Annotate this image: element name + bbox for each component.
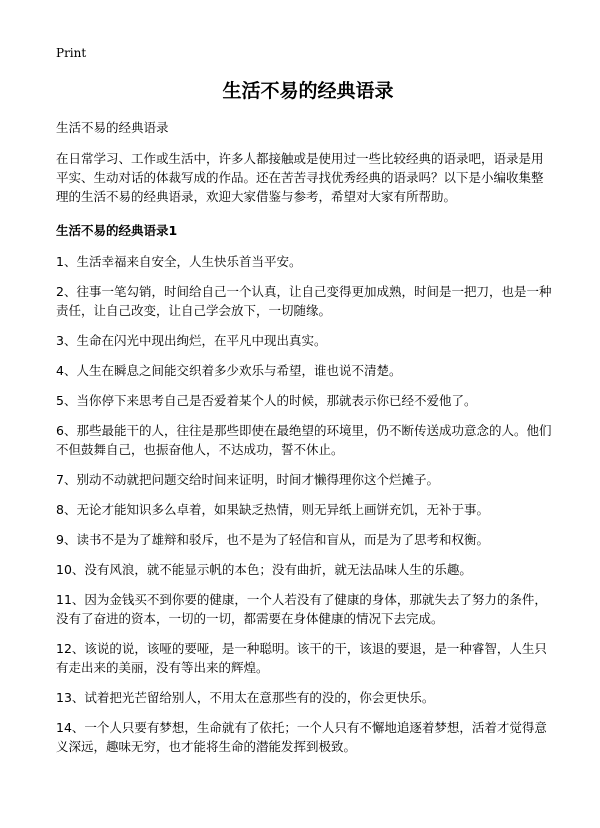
quote-item: 2、往事一笔勾销，时间给自己一个认真，让自己变得更加成熟，时间是一把刀，也是一种责任，让自己改变，让自己学会放下，一切随缘。 <box>56 284 552 318</box>
quote-item: 11、因为金钱买不到你要的健康，一个人若没有了健康的身体，那就失去了努力的条件，没有了奋进的资本，一切的一切，都需要在身体健康的情况下去完成。 <box>56 592 547 626</box>
quote-item: 4、人生在瞬息之间能交织着多少欢乐与希望，谁也说不清楚。 <box>56 363 402 378</box>
quote-item: 7、别动不动就把问题交给时间来证明，时间才懒得理你这个烂摊子。 <box>56 472 439 487</box>
quote-item: 13、试着把光芒留给别人，不用太在意那些有的没的，你会更快乐。 <box>56 690 435 705</box>
quote-item: 8、无论才能知识多么卓着，如果缺乏热情，则无异纸上画饼充饥，无补于事。 <box>56 502 489 517</box>
page-title: 生活不易的经典语录 <box>222 80 394 102</box>
quote-item: 10、没有风浪，就不能显示帆的本色；没有曲折，就无法品味人生的乐趣。 <box>56 562 472 577</box>
quote-item: 12、该说的说，该哑的要哑，是一种聪明。该干的干，该退的要退，是一种睿智，人生只有走出来的美丽，没有等出来的辉煌。 <box>56 641 547 675</box>
print-link[interactable]: Print <box>56 46 87 60</box>
quote-item: 3、生命在闪光中现出绚烂，在平凡中现出真实。 <box>56 333 327 348</box>
quote-item: 6、那些最能干的人，往往是那些即使在最绝望的环境里，仍不断传送成功意念的人。他们不但鼓舞自己，也振奋他人，不达成功，誓不休止。 <box>56 423 552 457</box>
quote-item: 9、读书不是为了雄辩和驳斥，也不是为了轻信和盲从，而是为了思考和权衡。 <box>56 532 489 547</box>
quote-item: 5、当你停下来思考自己是否爱着某个人的时候，那就表示你已经不爱他了。 <box>56 393 477 408</box>
intro-paragraph: 在日常学习、工作或生活中，许多人都接触或是使用过一些比较经典的语录吧，语录是用平实、生动对话的体裁写成的作品。还在苦苦寻找优秀经典的语录吗？以下是小编收集整理的生活不易的经典语录，欢迎大家借鉴与参考，希望对大家有所帮助。 <box>56 151 544 204</box>
article-subtitle: 生活不易的经典语录 <box>56 120 169 135</box>
quote-item: 1、生活幸福来自安全，人生快乐首当平安。 <box>56 254 302 269</box>
quote-item: 14、一个人只要有梦想，生命就有了依托；一个人只有不懈地追逐着梦想，活着才觉得意义深远，趣味无穷，也才能将生命的潜能发挥到极致。 <box>56 720 547 754</box>
section-heading: 生活不易的经典语录1 <box>56 223 178 238</box>
article-content <box>56 118 552 767</box>
